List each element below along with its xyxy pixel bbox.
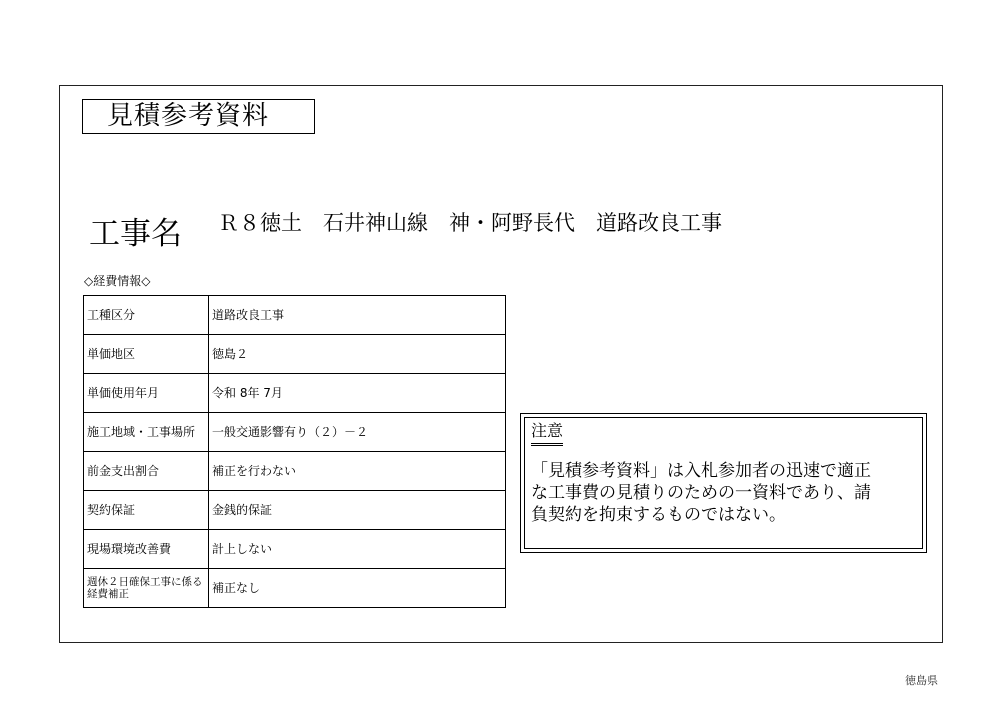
row-value-site-environment: 計上しない xyxy=(209,530,506,569)
table-row xyxy=(84,569,506,608)
notice-line: な工事費の見積りのための一資料であり、請 xyxy=(531,483,871,503)
cost-info-table xyxy=(83,295,506,608)
row-label-site-environment: 現場環境改善費 xyxy=(84,530,209,569)
project-name-label: 工事名 xyxy=(89,216,182,252)
table-row xyxy=(84,530,506,569)
notice-body xyxy=(531,460,921,526)
row-label-advance-payment: 前金支出割合 xyxy=(84,452,209,491)
project-name: Ｒ８徳土 石井神山線 神・阿野長代 道路改良工事 xyxy=(218,211,722,235)
row-label-unit-price-region: 単価地区 xyxy=(84,335,209,374)
row-label-construction-area: 施工地域・工事場所 xyxy=(84,413,209,452)
notice-line: 負契約を拘束するものではない。 xyxy=(531,505,786,525)
table-row xyxy=(84,452,506,491)
notice-line: 「見積参考資料」は入札参加者の迅速で適正 xyxy=(531,461,871,481)
document-title: 見積参考資料 xyxy=(82,99,315,134)
row-label-contract-guarantee: 契約保証 xyxy=(84,491,209,530)
row-label-weekly-two-days-off: 週休２日確保工事に係る経費補正 xyxy=(84,569,209,608)
row-value-contract-guarantee: 金銭的保証 xyxy=(209,491,506,530)
row-label-unit-price-date: 単価使用年月 xyxy=(84,374,209,413)
row-value-unit-price-region: 徳島２ xyxy=(209,335,506,374)
notice-inner-frame xyxy=(524,417,923,549)
row-value-unit-price-date: 令和 8年 7月 xyxy=(209,374,506,413)
table-row xyxy=(84,335,506,374)
cost-info-heading: ◇経費情報◇ xyxy=(84,274,151,288)
table-row xyxy=(84,296,506,335)
row-value-advance-payment: 補正を行わない xyxy=(209,452,506,491)
notice-heading: 注意 xyxy=(531,420,563,446)
table-row xyxy=(84,491,506,530)
table-row xyxy=(84,413,506,452)
row-value-work-type: 道路改良工事 xyxy=(209,296,506,335)
table-row xyxy=(84,374,506,413)
notice-box xyxy=(520,413,927,553)
row-value-weekly-two-days-off: 補正なし xyxy=(209,569,506,608)
issuer-name: 徳島県 xyxy=(905,674,938,687)
row-value-construction-area: 一般交通影響有り（２）－２ xyxy=(209,413,506,452)
row-label-work-type: 工種区分 xyxy=(84,296,209,335)
